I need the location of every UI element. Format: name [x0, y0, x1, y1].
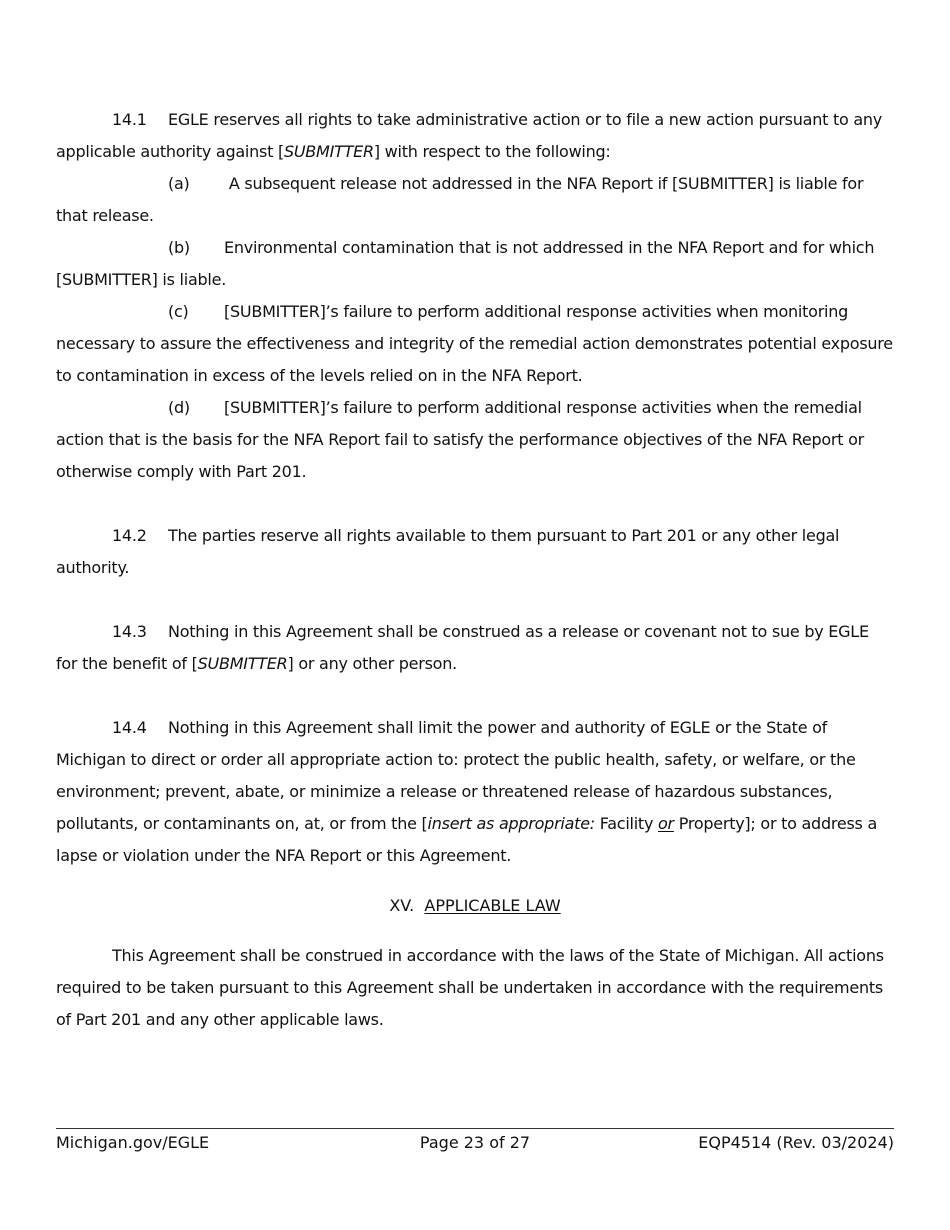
- paragraph-text: EGLE reserves all rights to take administrative action or to file a new action pursuant to any applicable authority against [: [56, 110, 883, 161]
- submitter-placeholder: SUBMITTER: [197, 654, 288, 673]
- paragraph-text: ] with respect to the following:: [373, 142, 611, 161]
- paragraph-text: The parties reserve all rights available to them pursuant to Part 201 or any other legal authority.: [56, 526, 840, 577]
- document-body: [56, 104, 894, 1036]
- list-text: [SUBMITTER]’s failure to perform additional response activities when monitoring necessary to assure the effectiveness and integrity of the remedial action demonstrates potential exposure to contamination in excess of the levels relied on in the NFA Report.: [56, 302, 893, 385]
- paragraph-14-3: [56, 616, 894, 680]
- paragraph-text: This Agreement shall be construed in accordance with the laws of the State of Michigan. All actions required to be taken pursuant to this Agreement shall be undertaken in accordance with the requirements of Part 201 and any other applicable laws.: [56, 946, 884, 1029]
- paragraph-text: Nothing in this Agreement shall be construed as a release or covenant not to sue by EGLE for the benefit of [: [56, 622, 869, 673]
- paragraph-14-4: [56, 712, 894, 872]
- list-item-b: [56, 232, 894, 296]
- list-label: (b): [168, 238, 190, 257]
- section-title: APPLICABLE LAW: [424, 896, 561, 915]
- list-label: (d): [168, 398, 190, 417]
- list-label: (c): [168, 302, 189, 321]
- section-numeral: XV.: [389, 896, 415, 915]
- footer-website: Michigan.gov/EGLE: [56, 1133, 210, 1152]
- paragraph-14-2: [56, 520, 894, 584]
- paragraph-text: Nothing in this Agreement shall limit the power and authority of EGLE or the State of Michigan to direct or order all appropriate action to: protect the public health, safety, or welfare, or the environment; prevent, abate, or minimize a release or threatened release of hazardous substances, pollutants, or contaminants on, at, or from the [: [56, 718, 856, 833]
- section-number: 14.1: [112, 110, 147, 129]
- paragraph-text: ] or any other person.: [287, 654, 457, 673]
- insert-instruction: insert as appropriate:: [427, 814, 595, 833]
- section-heading: [56, 892, 894, 920]
- list-item-d: [56, 392, 894, 488]
- list-text: A subsequent release not addressed in the NFA Report if [SUBMITTER] is liable for that release.: [56, 174, 864, 225]
- list-text: [SUBMITTER]’s failure to perform additional response activities when the remedial action that is the basis for the NFA Report fail to satisfy the performance objectives of the NFA Report or otherwise comply with Part 201.: [56, 398, 864, 481]
- facility-option: Facility: [594, 814, 659, 833]
- list-item-a: [56, 168, 894, 232]
- footer-form-id: EQP4514 (Rev. 03/2024): [698, 1133, 894, 1152]
- section-number: 14.2: [112, 526, 147, 545]
- paragraph-14-1: [56, 104, 894, 168]
- section-number: 14.3: [112, 622, 147, 641]
- list-text: Environmental contamination that is not addressed in the NFA Report and for which [SUBMITTER] is liable.: [56, 238, 875, 289]
- list-item-c: [56, 296, 894, 392]
- submitter-placeholder: SUBMITTER: [283, 142, 374, 161]
- section-number: 14.4: [112, 718, 147, 737]
- page-footer: [56, 1128, 894, 1159]
- paragraph-applicable-law: [56, 940, 894, 1036]
- paragraph-text: Property]; or to address a lapse or violation under the NFA Report or this Agreement.: [56, 814, 877, 865]
- or-option: or: [658, 814, 674, 833]
- footer-page-number: Page 23 of 27: [419, 1133, 531, 1152]
- list-label: (a): [168, 174, 190, 193]
